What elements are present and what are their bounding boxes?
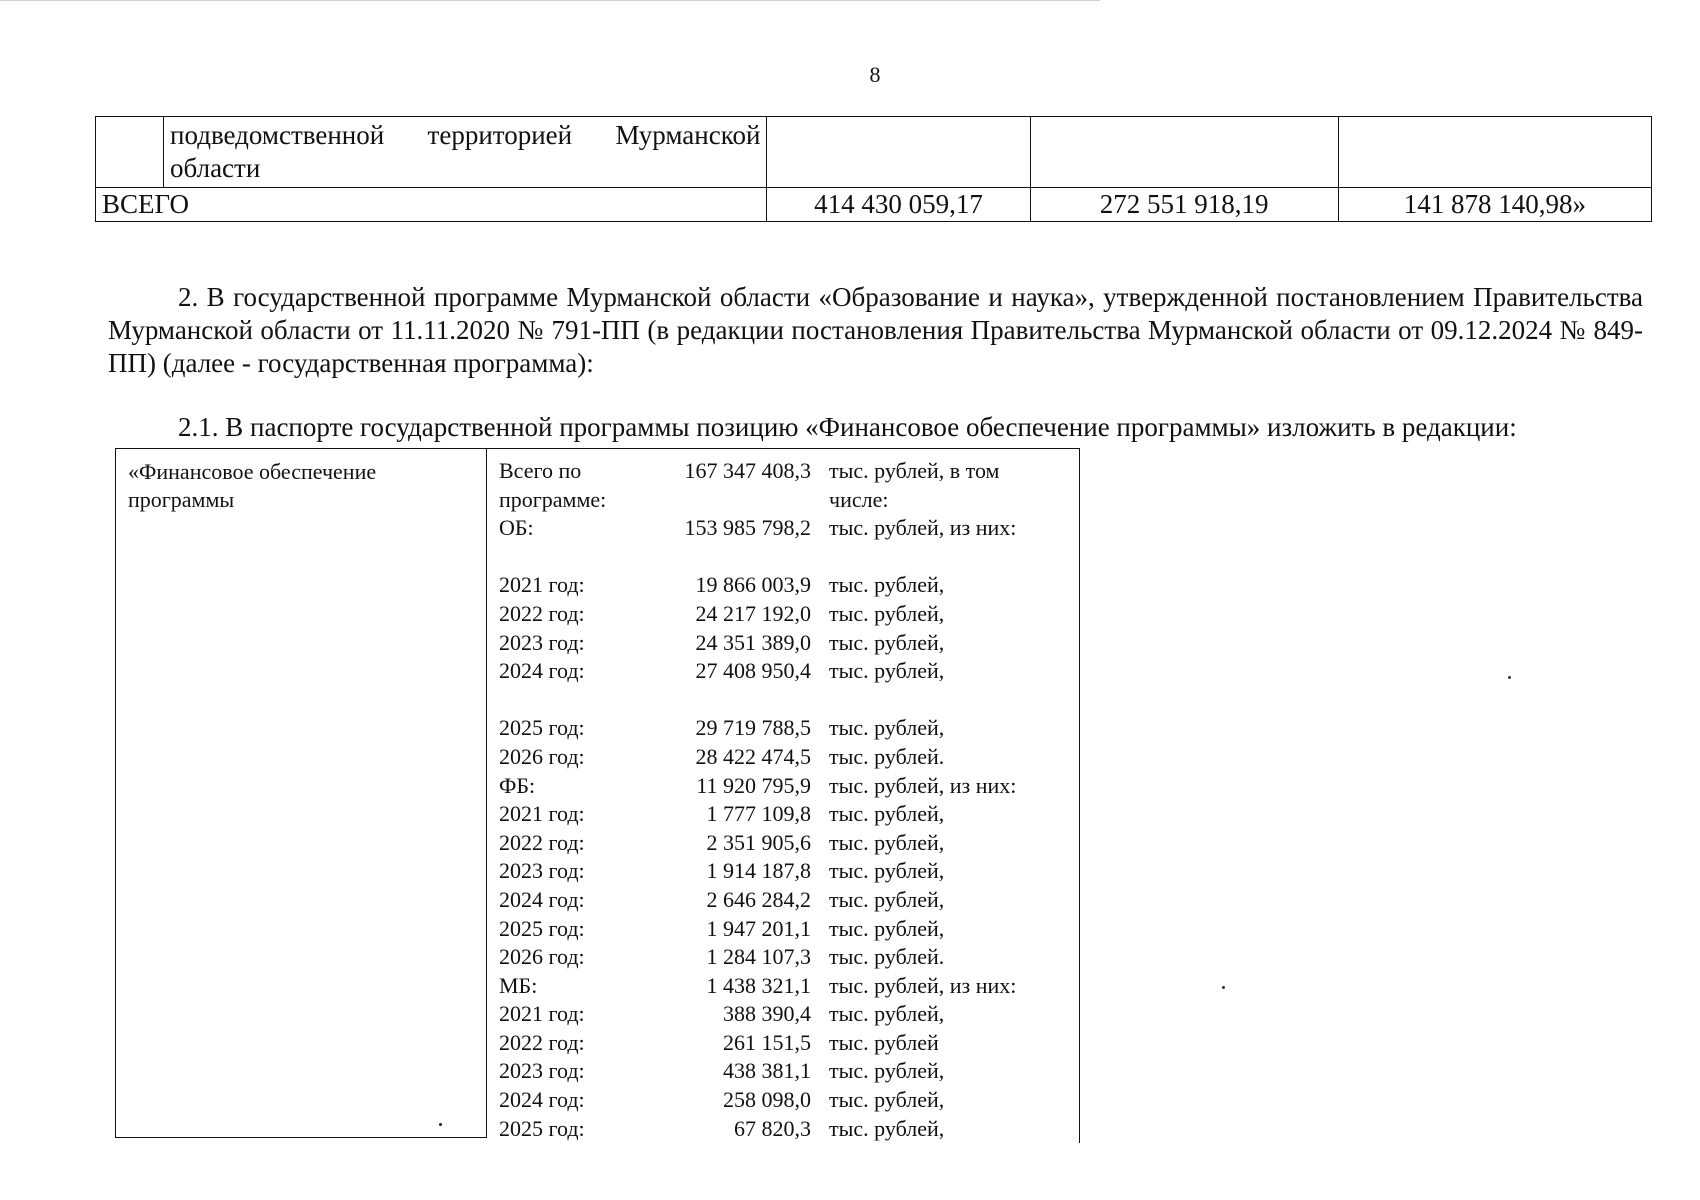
finance-row-value: 1 284 107,3 bbox=[706, 944, 811, 970]
finance-row bbox=[499, 829, 1079, 858]
finance-row-value: 24 217 192,0 bbox=[695, 600, 811, 626]
finance-row-unit: тыс. рублей, bbox=[829, 886, 945, 912]
total-value-2: 272 551 918,19 bbox=[1030, 188, 1338, 222]
finance-row-unit: тыс. рублей, bbox=[829, 1115, 945, 1141]
finance-row-value: 2 351 905,6 bbox=[706, 829, 811, 855]
finance-row-unit: тыс. рублей, bbox=[829, 629, 945, 655]
finance-row-value: 388 390,4 bbox=[723, 1001, 811, 1027]
finance-row bbox=[499, 857, 1079, 886]
finance-row-unit: тыс. рублей, bbox=[829, 715, 945, 741]
finance-row bbox=[499, 543, 1079, 572]
finance-row bbox=[499, 886, 1079, 915]
finance-row-value: 261 151,5 bbox=[723, 1029, 811, 1055]
finance-row-unit: тыс. рублей, из них: bbox=[829, 515, 1017, 541]
finance-row-label: 2022 год: bbox=[499, 829, 585, 855]
finance-row-label: 2021 год: bbox=[499, 572, 585, 598]
budget-summary-table bbox=[95, 116, 1652, 222]
finance-row-value: 19 866 003,9 bbox=[695, 572, 811, 598]
finance-row-label: 2026 год: bbox=[499, 743, 585, 769]
finance-row-value: 1 914 187,8 bbox=[706, 858, 811, 884]
finance-row-label: программе: bbox=[499, 486, 607, 512]
finance-row-label: 2024 год: bbox=[499, 658, 585, 684]
finance-values-cell bbox=[485, 448, 1080, 1143]
finance-row bbox=[499, 686, 1079, 715]
finance-row-label: 2021 год: bbox=[499, 801, 585, 827]
finance-row-unit: тыс. рублей, bbox=[829, 1058, 945, 1084]
total-value-1: 414 430 059,17 bbox=[767, 188, 1030, 222]
paragraph-2-1 bbox=[108, 411, 1643, 444]
paragraph-2-text: 2. В государственной программе Мурманской области «Образование и наука», утвержденной постановлением Правительства Мурманской области от 11.11.2020 № 791-ПП (в редакции постановления Правительства Мурманской области от 09.12.2024 № 849-ПП) (далее - государственная программа): bbox=[108, 282, 1643, 378]
finance-row-value: 67 820,3 bbox=[734, 1115, 811, 1141]
finance-row-unit: тыс. рублей. bbox=[829, 944, 945, 970]
finance-row bbox=[499, 714, 1079, 743]
finance-row-label: ФБ: bbox=[499, 772, 536, 798]
value-cell bbox=[1030, 117, 1338, 188]
finance-row bbox=[499, 657, 1079, 686]
finance-row bbox=[499, 943, 1079, 972]
row-name-cell bbox=[164, 117, 767, 188]
finance-row-value: 11 920 795,9 bbox=[696, 772, 811, 798]
scan-dot bbox=[439, 1123, 442, 1126]
finance-row-value: 24 351 389,0 bbox=[695, 629, 811, 655]
finance-row bbox=[499, 486, 1079, 515]
finance-row-label: 2022 год: bbox=[499, 600, 585, 626]
finance-row-unit: тыс. рублей, bbox=[829, 600, 945, 626]
total-label: ВСЕГО bbox=[96, 188, 767, 222]
finance-row-unit: тыс. рублей, bbox=[829, 1001, 945, 1027]
finance-row-value: 29 719 788,5 bbox=[695, 715, 811, 741]
finance-row bbox=[499, 743, 1079, 772]
scan-top-edge bbox=[0, 0, 1100, 1]
table-row bbox=[96, 117, 1652, 188]
finance-row bbox=[499, 629, 1079, 658]
finance-row bbox=[499, 772, 1079, 801]
finance-row-unit: тыс. рублей, в том bbox=[829, 458, 1000, 483]
row-name-line-2: области bbox=[170, 153, 261, 183]
paragraph-2-1-text: 2.1. В паспорте государственной программы позицию «Финансовое обеспечение программы» изложить в редакции: bbox=[178, 412, 1517, 442]
finance-row-unit: тыс. рублей, bbox=[829, 801, 945, 827]
finance-row bbox=[499, 1000, 1079, 1029]
finance-row-unit: числе: bbox=[829, 486, 889, 512]
finance-row-value: 438 381,1 bbox=[723, 1058, 811, 1084]
total-value-3: 141 878 140,98» bbox=[1338, 188, 1651, 222]
finance-row bbox=[499, 1029, 1079, 1058]
finance-row-unit: тыс. рублей, из них: bbox=[829, 772, 1017, 798]
finance-row-value: 258 098,0 bbox=[723, 1087, 811, 1113]
finance-rows bbox=[499, 457, 1079, 1143]
finance-row-label: 2023 год: bbox=[499, 1058, 585, 1084]
finance-row-unit: тыс. рублей, bbox=[829, 829, 945, 855]
finance-row-unit: тыс. рублей, из них: bbox=[829, 972, 1017, 998]
paragraph-2 bbox=[108, 281, 1643, 380]
finance-row bbox=[499, 800, 1079, 829]
finance-row-label: 2025 год: bbox=[499, 1115, 585, 1141]
total-row bbox=[96, 188, 1652, 222]
value-cell bbox=[767, 117, 1030, 188]
finance-row-label: 2024 год: bbox=[499, 886, 585, 912]
page-number: 8 bbox=[869, 62, 881, 87]
finance-row-label: 2023 год: bbox=[499, 858, 585, 884]
finance-row-value: 27 408 950,4 bbox=[695, 658, 811, 684]
finance-row-value: 1 438 321,1 bbox=[706, 972, 811, 998]
finance-row-unit: тыс. рублей bbox=[829, 1029, 939, 1055]
finance-row-label: ОБ: bbox=[499, 515, 534, 541]
scan-dot bbox=[1222, 986, 1225, 989]
finance-row bbox=[499, 600, 1079, 629]
finance-title-cell bbox=[115, 448, 487, 1138]
finance-row-label: 2022 год: bbox=[499, 1029, 585, 1055]
finance-row-label: МБ: bbox=[499, 972, 538, 998]
finance-row-unit: тыс. рублей. bbox=[829, 743, 945, 769]
finance-row-label: 2026 год: bbox=[499, 944, 585, 970]
finance-row-value: 28 422 474,5 bbox=[695, 743, 811, 769]
finance-row-label: 2021 год: bbox=[499, 1001, 585, 1027]
finance-row bbox=[499, 514, 1079, 543]
finance-row-label: 2025 год: bbox=[499, 915, 585, 941]
finance-row bbox=[499, 1057, 1079, 1086]
finance-row-unit: тыс. рублей, bbox=[829, 1087, 945, 1113]
finance-row bbox=[499, 915, 1079, 944]
finance-row bbox=[499, 972, 1079, 1001]
finance-row bbox=[499, 457, 1079, 486]
row-number-cell bbox=[96, 117, 164, 188]
finance-row-value: 2 646 284,2 bbox=[706, 886, 811, 912]
finance-row-unit: тыс. рублей, bbox=[829, 915, 945, 941]
finance-row-label: Всего по bbox=[499, 458, 582, 483]
finance-title: «Финансовое обеспечение программы bbox=[128, 459, 377, 512]
finance-row-value: 167 347 408,3 bbox=[684, 458, 811, 483]
finance-table bbox=[115, 448, 1079, 1142]
finance-row-value: 153 985 798,2 bbox=[684, 515, 811, 541]
finance-row-label: 2025 год: bbox=[499, 715, 585, 741]
finance-row-label: 2024 год: bbox=[499, 1087, 585, 1113]
finance-row-value: 1 947 201,1 bbox=[706, 915, 811, 941]
finance-row-unit: тыс. рублей, bbox=[829, 658, 945, 684]
finance-row-label: 2023 год: bbox=[499, 629, 585, 655]
finance-row bbox=[499, 1115, 1079, 1144]
value-cell bbox=[1338, 117, 1651, 188]
row-name-line-1: подведомственной территорией Мурманской bbox=[170, 120, 761, 150]
finance-row-unit: тыс. рублей, bbox=[829, 572, 945, 598]
finance-row-unit: тыс. рублей, bbox=[829, 858, 945, 884]
finance-row-value: 1 777 109,8 bbox=[706, 801, 811, 827]
scan-dot bbox=[1508, 676, 1511, 679]
finance-row bbox=[499, 571, 1079, 600]
finance-row bbox=[499, 1086, 1079, 1115]
